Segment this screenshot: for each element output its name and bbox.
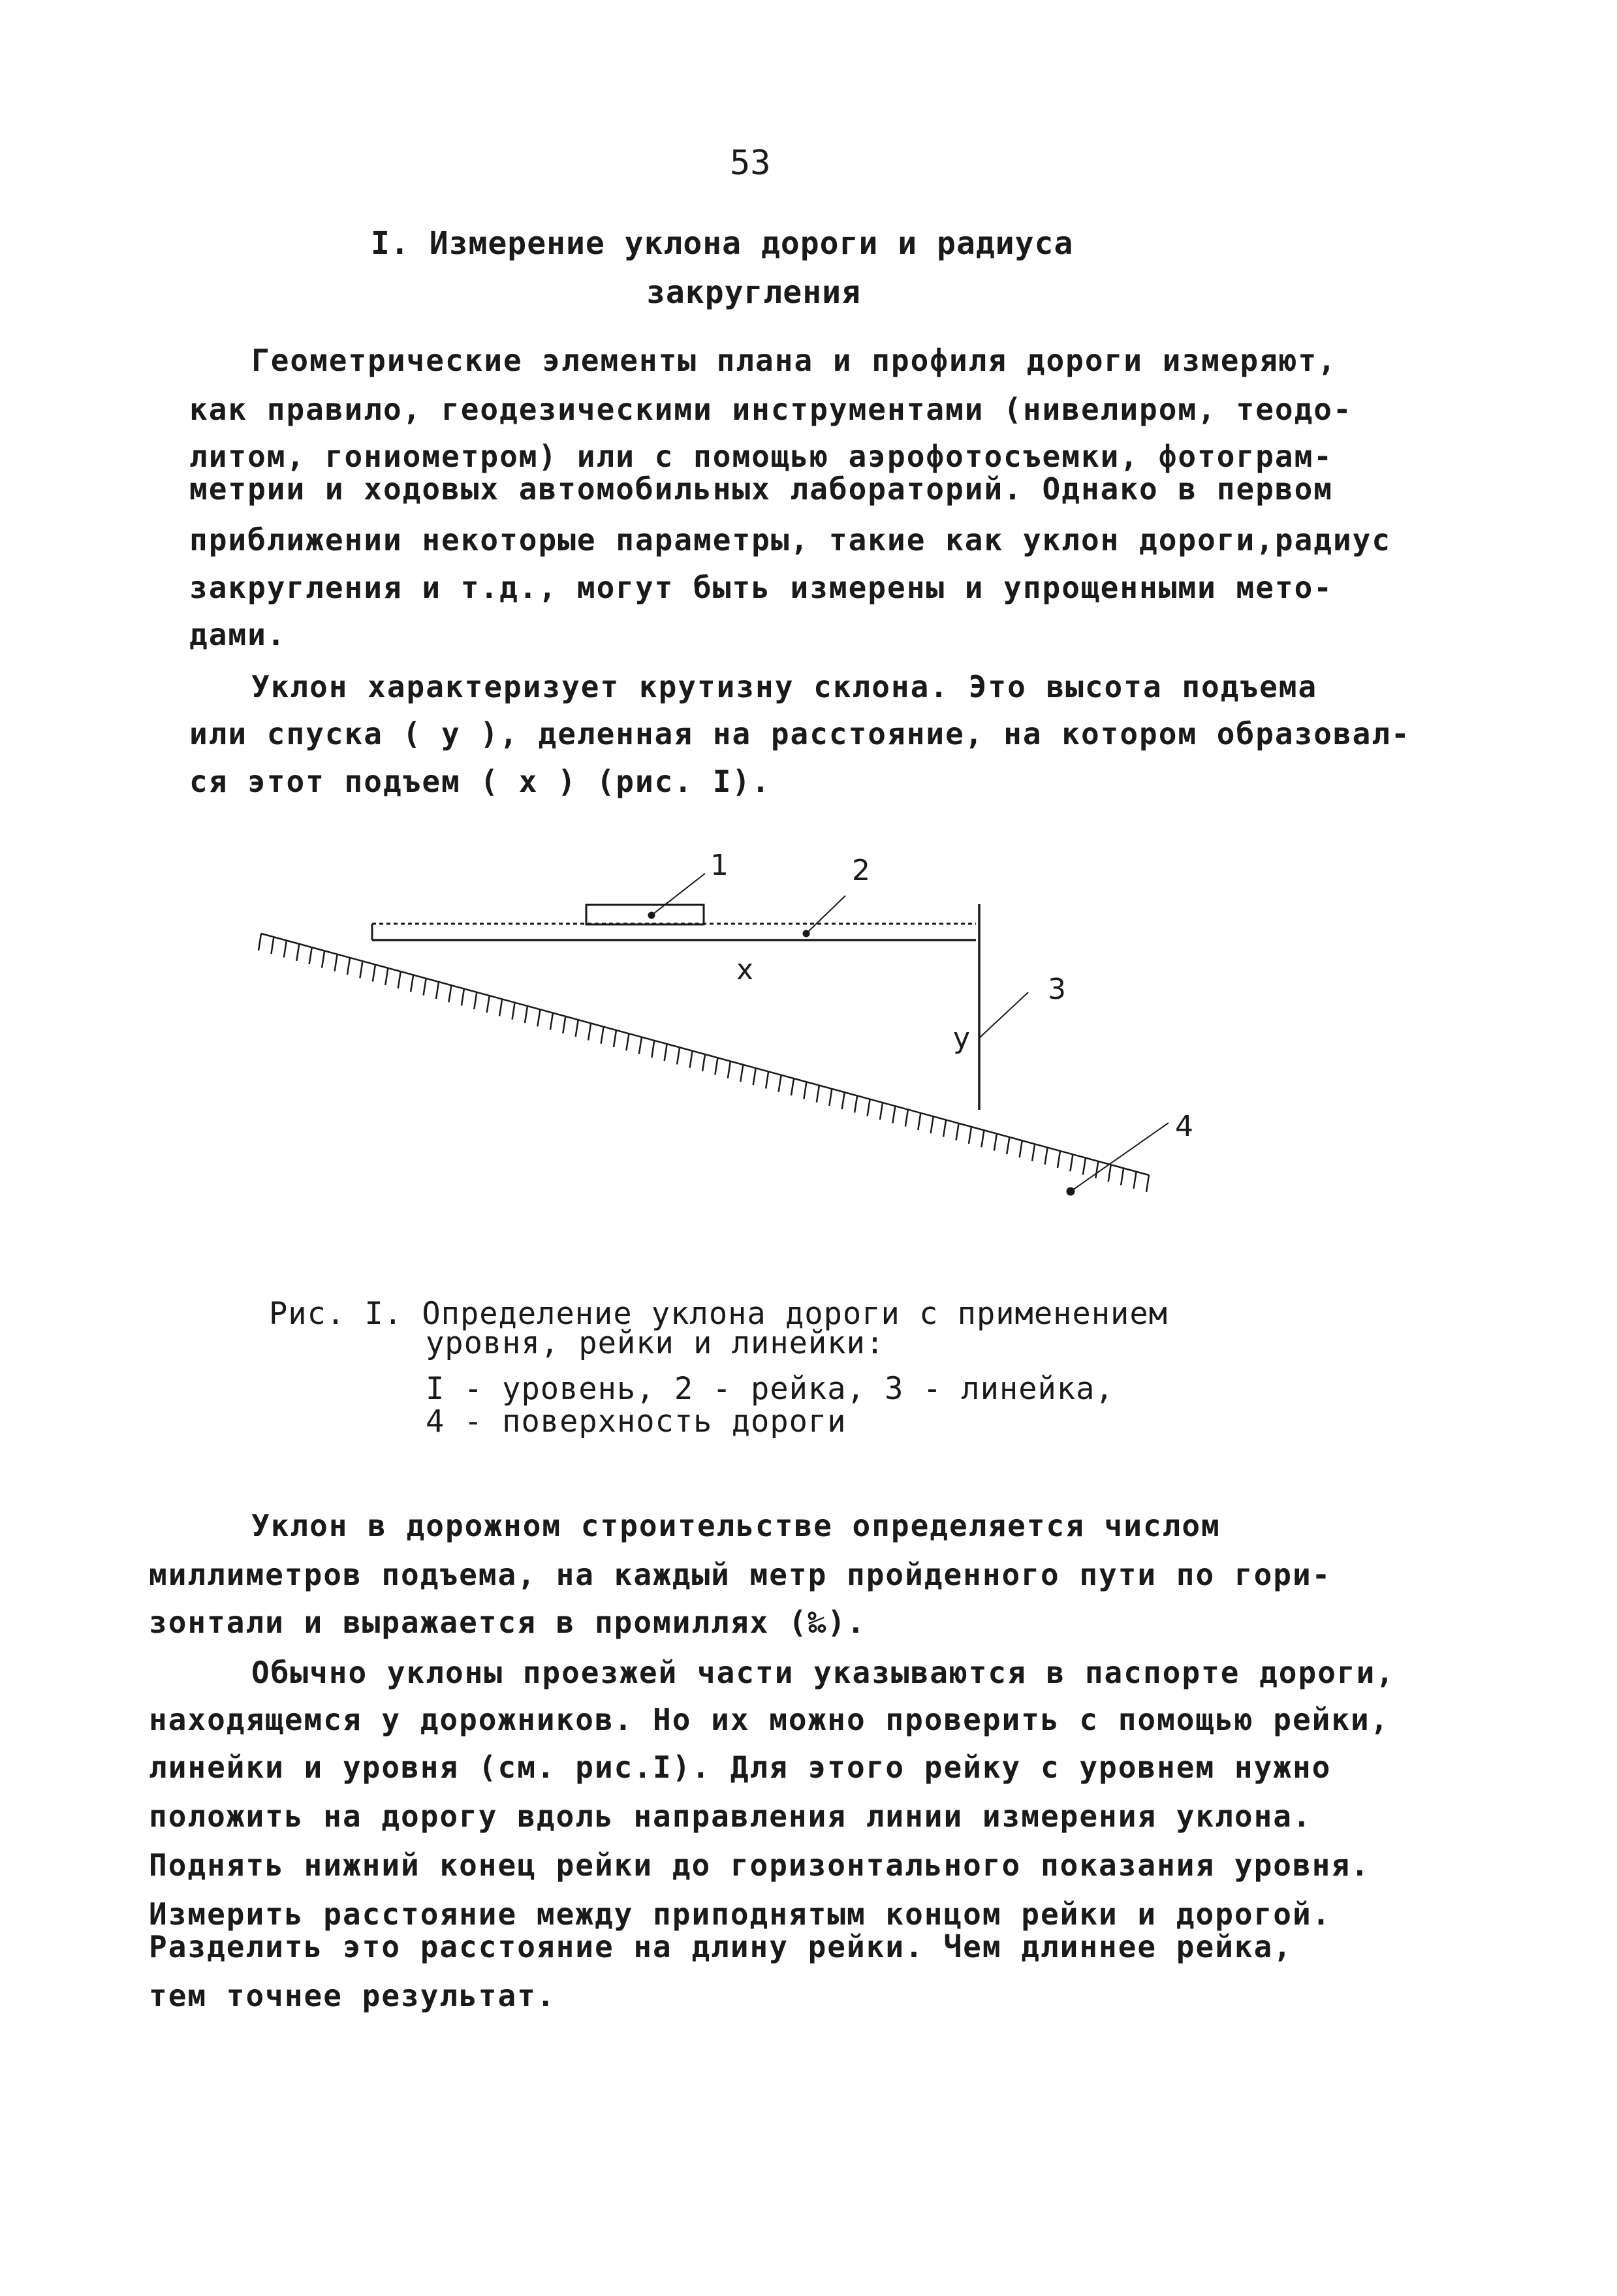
label-3: 3 [1048, 973, 1066, 1006]
paragraph-3-line: миллиметров подъема, на каждый метр пройденного пути по гори- [149, 1557, 1332, 1592]
hatch-mark [284, 941, 287, 958]
paragraph-2-line: ся этот подъем ( х ) (рис. I). [189, 764, 771, 799]
figure-caption-line: уровня, рейки и линейки: [426, 1325, 885, 1361]
paragraph-2-line: или спуска ( у ), деленная на расстояние, на котором образовал- [189, 716, 1411, 751]
hatch-mark [969, 1127, 971, 1144]
hatch-mark [474, 992, 477, 1009]
hatch-mark [880, 1103, 883, 1120]
hatch-mark [994, 1134, 997, 1151]
label-1: 1 [710, 849, 729, 882]
hatch-mark [1108, 1165, 1111, 1182]
paragraph-1-line: приближении некоторые параметры, такие как уклон дороги,радиус [189, 522, 1392, 558]
hatch-mark [436, 982, 439, 999]
hatch-mark [537, 1009, 540, 1026]
hatch-mark [347, 958, 350, 975]
hatch-mark [842, 1092, 845, 1109]
label-4: 4 [1175, 1110, 1193, 1143]
paragraph-4-line: Поднять нижний конец рейки до горизонтального показания уровня. [149, 1848, 1370, 1883]
paragraph-3-line: зонтали и выражается в промиллях (‰). [149, 1605, 866, 1640]
hatch-mark [296, 944, 299, 961]
hatch-mark [1070, 1154, 1073, 1171]
figure-slope-diagram [248, 842, 1227, 1221]
hatch-mark [918, 1113, 920, 1130]
hatch-mark [804, 1082, 806, 1099]
hatch-mark [309, 947, 312, 964]
paragraph-4-line: положить на дорогу вдоль направления линии измерения уклона. [149, 1799, 1312, 1834]
hatch-mark [868, 1099, 870, 1116]
hatch-mark [753, 1068, 756, 1085]
hatch-mark [588, 1023, 591, 1040]
hatch-mark [499, 999, 502, 1016]
hatch-mark [981, 1130, 984, 1147]
paragraph-4-line: линейки и уровня (см. рис.I). Для этого рейку с уровнем нужно [149, 1750, 1332, 1785]
hatch-mark [1146, 1175, 1149, 1192]
leader-3 [979, 992, 1028, 1038]
hatch-mark [1095, 1161, 1098, 1178]
paragraph-4-line: тем точнее результат. [149, 1978, 556, 2013]
paragraph-3-line: Уклон в дорожном строительстве определяется числом [251, 1508, 1221, 1543]
paragraph-1-line: Геометрические элементы плана и профиля дороги измеряют, [251, 343, 1337, 378]
hatch-mark [576, 1020, 578, 1037]
hatch-mark [1045, 1148, 1048, 1165]
paragraph-2-line: Уклон характеризует крутизну склона. Это высота подъема [251, 669, 1318, 704]
hatch-mark [943, 1120, 946, 1137]
hatch-mark [411, 975, 413, 992]
paragraph-1-line: закругления и т.д., могут быть измерены и упрощенными мето- [189, 570, 1333, 605]
hatch-mark [817, 1086, 819, 1103]
leader-2 [806, 896, 845, 934]
hatch-mark [1134, 1172, 1137, 1189]
hatch-mark [1032, 1144, 1035, 1161]
hatch-mark [652, 1041, 654, 1058]
figure-caption-line: 4 - поверхность дороги [426, 1404, 847, 1439]
hatch-mark [1083, 1158, 1086, 1175]
hatch-mark [424, 979, 426, 996]
road-hatching [259, 934, 1149, 1192]
hatch-mark [448, 985, 451, 1002]
paragraph-4-line: Обычно уклоны проезжей части указываются в паспорте дороги, [251, 1655, 1395, 1690]
hatch-mark [766, 1071, 768, 1088]
hatch-mark [373, 965, 375, 982]
figure-caption-line: I - уровень, 2 - рейка, 3 - линейка, [426, 1371, 1114, 1407]
hatch-mark [728, 1062, 730, 1078]
hatch-mark [398, 971, 401, 988]
hatch-mark [690, 1051, 693, 1068]
hatch-mark [259, 934, 261, 951]
hatch-mark [1020, 1140, 1022, 1157]
figure-caption-line: Рис. I. Определение уклона дороги с применением [269, 1296, 1168, 1332]
hatch-mark [665, 1044, 667, 1061]
section-heading-line-2: закругления [646, 274, 861, 311]
paragraph-4-line: находящемся у дорожников. Но их можно проверить с помощью рейки, [149, 1702, 1390, 1737]
hatch-mark [335, 954, 338, 971]
paragraph-4-line: Измерить расстояние между приподнятым концом рейки и дорогой. [149, 1896, 1332, 1932]
paragraph-1-line: метрии и ходовых автомобильных лабораторий. Однако в первом [189, 471, 1333, 507]
paragraph-1-line: литом, гониометром) или с помощью аэрофотосъемки, фотограм- [189, 439, 1333, 474]
hatch-mark [1058, 1151, 1060, 1168]
hatch-mark [322, 951, 324, 967]
paragraph-1-line: дами. [189, 617, 287, 652]
hatch-mark [462, 989, 464, 1006]
hatch-mark [715, 1058, 717, 1075]
section-heading-line-1: I. Измерение уклона дороги и радиуса [371, 225, 1074, 262]
hatch-mark [512, 1003, 515, 1020]
hatch-mark [855, 1095, 857, 1112]
leader-1 [652, 873, 705, 915]
hatch-mark [740, 1065, 743, 1082]
hatch-mark [956, 1124, 959, 1140]
page-number: 53 [730, 144, 771, 183]
hatch-mark [829, 1089, 832, 1106]
hatch-mark [892, 1106, 895, 1123]
hatch-mark [1007, 1137, 1009, 1154]
hatch-mark [905, 1110, 908, 1127]
hatch-mark [626, 1033, 629, 1050]
hatch-mark [601, 1027, 604, 1044]
hatch-mark [563, 1016, 565, 1033]
label-2: 2 [852, 854, 870, 887]
hatch-mark [525, 1006, 527, 1023]
hatch-mark [779, 1075, 781, 1092]
hatch-mark [791, 1078, 794, 1095]
hatch-mark [360, 961, 362, 978]
hatch-mark [1121, 1168, 1123, 1185]
hatch-mark [385, 968, 388, 985]
hatch-mark [931, 1116, 934, 1133]
label-y: у [953, 1022, 971, 1055]
hatch-mark [550, 1013, 553, 1030]
hatch-mark [677, 1047, 680, 1064]
paragraph-1-line: как правило, геодезическими инструментами (нивелиром, теодо- [189, 392, 1353, 427]
paragraph-4-line: Разделить это расстояние на длину рейки. Чем длиннее рейка, [149, 1929, 1293, 1964]
hatch-mark [702, 1054, 705, 1071]
hatch-mark [614, 1030, 616, 1047]
hatch-mark [271, 937, 274, 954]
hatch-mark [639, 1037, 642, 1054]
hatch-mark [487, 996, 490, 1013]
level-box [586, 905, 704, 924]
label-x: х [736, 953, 754, 986]
